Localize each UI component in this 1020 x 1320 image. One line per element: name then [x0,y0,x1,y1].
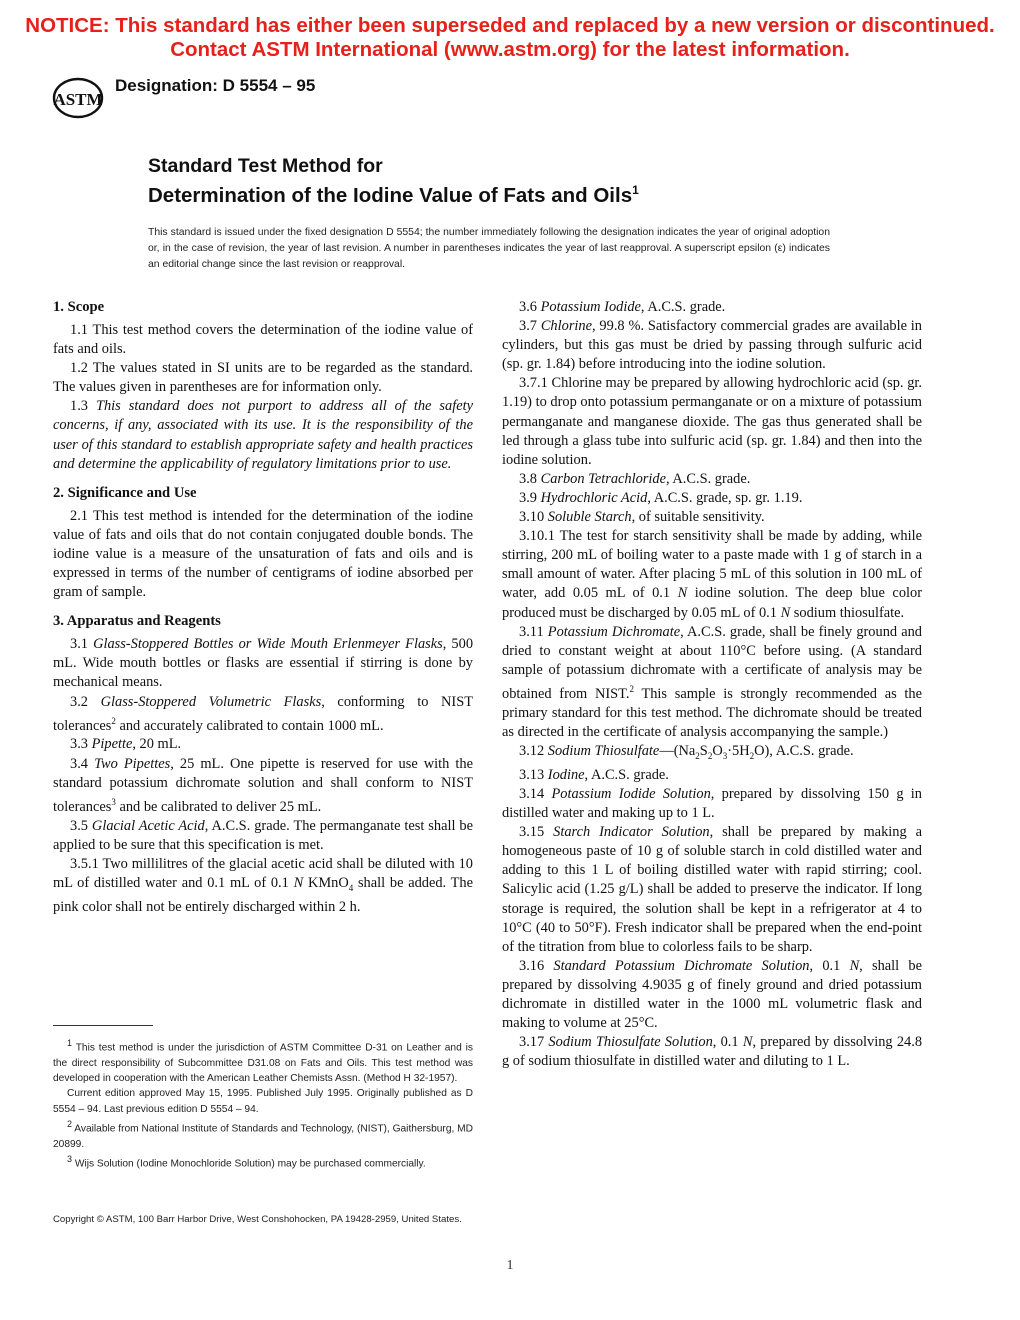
para-2-1: 2.1 This test method is intended for the determination of the iodine value of fats and oils that do not contain conjugated double bonds. The iodine value is a measure of the unsaturation of fats and oils and is expressed in terms of the number of centigrams of iodine absorbed per gram of sample. [53,507,473,601]
footnote-rule [53,1025,153,1026]
para-3-11: 3.11 Potassium Dichromate, A.C.S. grade, shall be finely ground and dried to constant weight at about 110°C before using. (A standard sample of potassium dichromate with a certificate of analysis may be obtained from NIST.$^2$ This sample is strongly recommended as the primary standard for this test method. The dichromate should be treated as directed in the certificate of analysis accompanying the sample.) [502,623,922,740]
para-3-9: 3.9 Hydrochloric Acid, A.C.S. grade, sp. gr. 1.19. [519,489,803,506]
para-3-5-1: 3.5.1 Two millilitres of the glacial acetic acid shall be diluted with 10 mL of distilled water and 0.1 mL of 0.1 N KMnO$_4$ shall be added. The pink color shall not be entirely discharged within 2 h. [53,855,473,915]
para-3-1: 3.1 Glass-Stoppered Bottles or Wide Mouth Erlenmeyer Flasks, 500 mL. Wide mouth bottles or flasks are essential if stirring is done by mechanical means. [53,636,474,691]
para-3-3: 3.3 Pipette, 20 mL. [70,736,182,753]
footnotes [53,1025,473,1172]
para-3-13: 3.13 Iodine, A.C.S. grade. [519,766,669,783]
title-line-2: Determination of the Iodine Value of Fats and Oils$^1$ [148,183,639,207]
para-3-4: 3.4 Two Pipettes, 25 mL. One pipette is reserved for use with the standard potassium dichromate solution and shall conform to NIST tolerances$^3$ and be calibrated to deliver 25 mL. [53,755,473,815]
section-significance-heading: 2. Significance and Use [53,484,197,501]
footnote-1: $^1$ This test method is under the jurisdiction of ASTM Committee D-31 on Leather and is the direct responsibility of Subcommittee D31.08 on Fats and Oils. This test method was developed in cooperation with the American Leather Chemists Assn. (Method H 32-1957). [53,1038,473,1084]
page-number: 1 [506,1258,514,1273]
para-1-2: 1.2 The values stated in SI units are to be regarded as the standard. The values given in parentheses are for information only. [53,360,473,396]
para-3-2: 3.2 Glass-Stoppered Volumetric Flasks, conforming to NIST tolerances$^2$ and accurately calibrated to contain 1000 mL. [53,693,473,734]
para-3-17: 3.17 Sodium Thiosulfate Solution, 0.1 N, prepared by dissolving 24.8 g of sodium thiosulfate in distilled water and diluting to 1 L. [502,1034,923,1070]
section-scope-heading: 1. Scope [53,299,105,315]
logo-text: ASTM [53,90,103,109]
para-3-8: 3.8 Carbon Tetrachloride, A.C.S. grade. [519,470,751,487]
para-3-14: 3.14 Potassium Iodide Solution, prepared by dissolving 150 g in distilled water and making up to 1 L. [502,786,923,822]
para-3-5: 3.5 Glacial Acetic Acid, A.C.S. grade. The permanganate test shall be applied to be sure that this specification is met. [53,817,473,853]
para-3-10: 3.10 Soluble Starch, of suitable sensitivity. [519,509,765,526]
para-3-10-1: 3.10.1 The test for starch sensitivity shall be made by adding, while stirring, 200 mL of boiling water to a paste made with 1 g of starch in a small amount of water. After placing 5 mL of this solution in 100 mL of water, add 0.05 mL of 0.1 N iodine solution. The deep blue color produced must be discharged by 0.05 mL of 0.1 N sodium thiosulfate. [502,528,922,621]
title-line-1: Standard Test Method for [148,155,383,177]
footnote-3: $^3$ Wijs Solution (Iodine Monochloride Solution) may be purchased commercially. [67,1153,426,1170]
footnote-1-edition: Current edition approved May 15, 1995. Published July 1995. Originally published as D 5554 – 94. Last previous edition D 5554 – 94. [53,1088,473,1115]
copyright-line: Copyright © ASTM, 100 Barr Harbor Drive, West Conshohocken, PA 19428-2959, United States. [53,1214,462,1225]
notice-line-1: NOTICE: This standard has either been superseded and replaced by a new version or discontinued. [25,14,995,37]
left-column [53,298,473,917]
astm-logo-icon [52,76,104,120]
section-apparatus-heading: 3. Apparatus and Reagents [53,613,221,630]
para-3-15: 3.15 Starch Indicator Solution, shall be prepared by making a homogeneous paste of 10 g of soluble starch in cold distilled water and adding to this 1 L of boiling distilled water with rapid stirring; cool. Salicylic acid (1.25 g/L) shall be added to preserve the indicator. If long storage is required, the solution shall be kept in a refrigerator at 4 to 10°C (40 to 50°F). Fresh indicator shall be prepared when the end-point of the titration from blue to colorless fails to be sharp. [502,824,922,955]
document-title [148,154,639,208]
notice-banner [0,14,1020,62]
title-footnote-mark: 1 [632,183,639,197]
para-3-6: 3.6 Potassium Iodide, A.C.S. grade. [519,299,726,315]
para-3-7: 3.7 Chlorine, 99.8 %. Satisfactory commercial grades are available in cylinders, but this gas must be dried by passing through sulfuric acid (sp. gr. 1.84) before introducing into the iodine solution. [502,318,922,373]
issuance-note: This standard is issued under the fixed designation D 5554; the number immediately following the designation indicates the year of original adoption or, in the case of revision, the year of last revision. A number in parentheses indicates the year of last reapproval. A superscript epsilon (ε) indicates an editorial change since the last revision or reapproval. [148,227,830,270]
para-1-1: 1.1 This test method covers the determination of the iodine value of fats and oils. [53,322,473,358]
para-3-16: 3.16 Standard Potassium Dichromate Solution, 0.1 N, shall be prepared by dissolving 4.9035 g of finely ground and dried potassium dichromate in distilled water in the 1000 mL volumetric flask and making to volume at 25°C. [502,957,922,1032]
notice-line-2: Contact ASTM International (www.astm.org) for the latest information. [170,38,850,61]
para-1-3: 1.3 This standard does not purport to address all of the safety concerns, if any, associated with its use. It is the responsibility of the user of this standard to establish appropriate safety and health practices and determine the applicability of regulatory limitations prior to use. [53,398,473,472]
footnote-2: $^2$ Available from National Institute of Standards and Technology, (NIST), Gaithersburg, MD 20899. [53,1118,473,1150]
para-3-12: 3.12 Sodium $Thiosulfate—(Na_2S_2O_3\cdot 5H_2O)$, A.C.S. grade. [519,742,854,761]
right-column [502,298,922,1071]
para-3-7-1: 3.7.1 Chlorine may be prepared by allowing hydrochloric acid (sp. gr. 1.19) to drop onto potassium permanganate or on a mixture of potassium permanganate and manganese dioxide. The gas thus generated shall be led through a glass tube into sulfuric acid (sp. gr. 1.84) and then into the iodine solution. [502,375,922,468]
designation: Designation: D 5554 – 95 [115,76,316,95]
